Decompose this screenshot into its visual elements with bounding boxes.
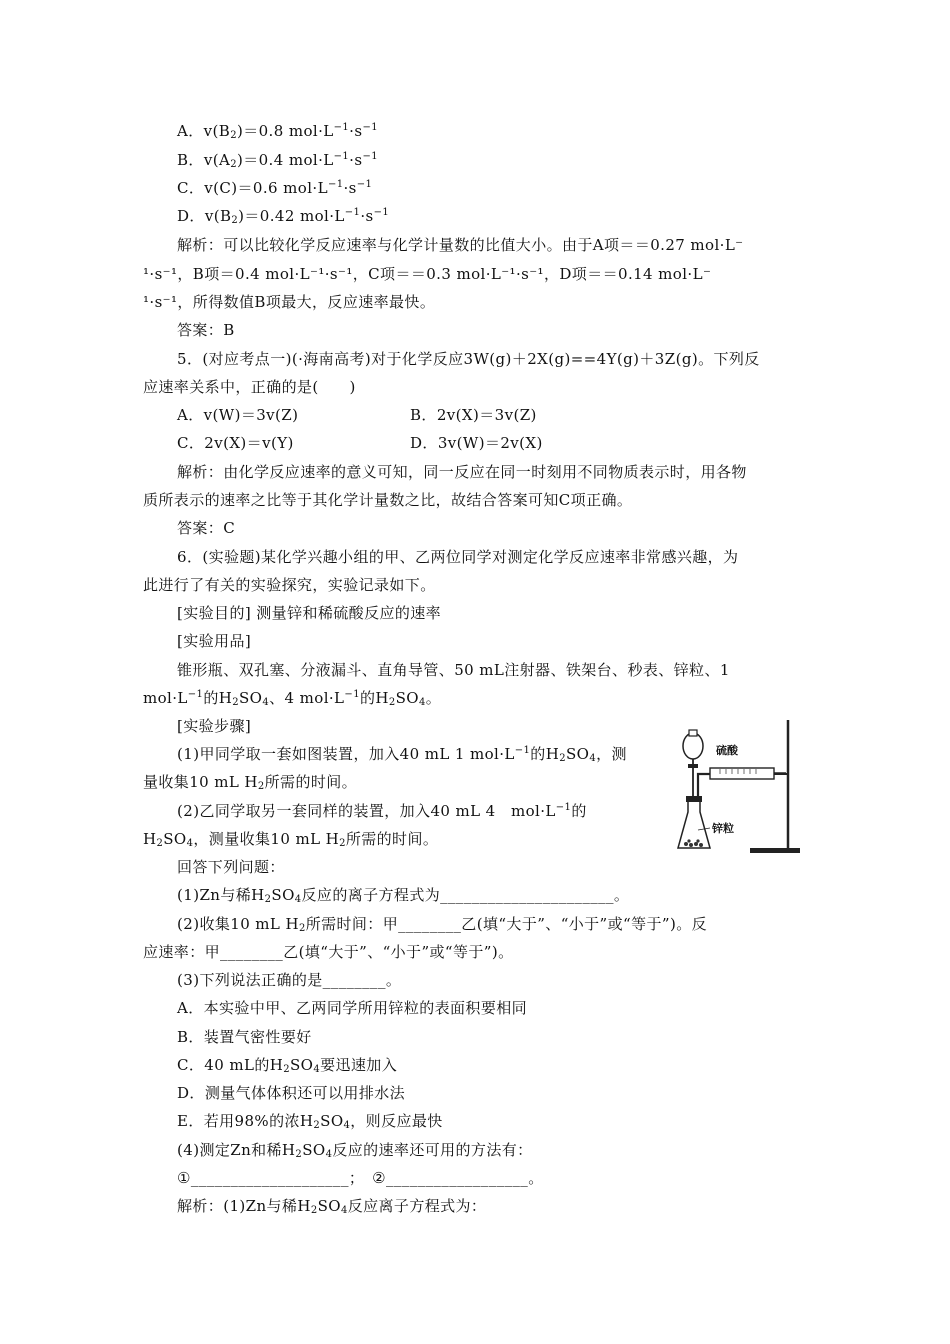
q6-supplies-line1: 锥形瓶、双孔塞、分液漏斗、直角导管、50 mL注射器、铁架台、秒表、锌粒、1 <box>177 661 730 679</box>
q4-option-d: D．$v(B_2)=0.42$ $mol\cdot L^{-1}\cdot s^{-1}$ <box>177 207 390 226</box>
q6-steps-heading: [实验步骤] <box>177 717 252 735</box>
q6-supplies-heading: [实验用品] <box>177 632 252 650</box>
q6-step1-line1: (1)甲同学取一套如图装置，加入40 mL 1 $mol\cdot L^{-1}$的$H_2SO_4$，测 <box>177 745 627 764</box>
q6-question4-blanks: ①____________________； ②__________________。 <box>177 1169 544 1187</box>
syringe <box>710 768 774 779</box>
q6-step2-line2: $H_2SO_4$，测量收集10 mL $H_2$所需的时间。 <box>143 830 439 849</box>
q4-analysis-line2: ¹·s⁻¹，B项＝0.4 mol·L⁻¹·s⁻¹，C项＝＝0.3 mol·L⁻¹·s⁻¹，D项＝＝0.14 mol·L⁻ <box>143 265 712 283</box>
q6-question3-option-d: D．测量气体体积还可以用排水法 <box>177 1084 406 1102</box>
q5-option-d: D．3v(W)＝2v(X) <box>410 434 543 452</box>
q4-option-a: A．$v(B_2)=0.8$ $mol\cdot L^{-1}\cdot s^{-1}$ <box>177 122 378 141</box>
apparatus-drawing <box>676 712 806 862</box>
q5-stem-line2: 应速率关系中，正确的是( ) <box>143 378 356 396</box>
q5-analysis-line1: 解析：由化学反应速率的意义可知，同一反应在同一时刻用不同物质表示时，用各物 <box>177 463 747 481</box>
q6-question2-line2: 应速率：甲________乙(填“大于”、“小于”或“等于”)。 <box>143 943 514 961</box>
q5-analysis-line2: 质所表示的速率之比等于其化学计量数之比，故结合答案可知C项正确。 <box>143 491 633 509</box>
q6-questions-heading: 回答下列问题： <box>177 858 285 876</box>
separatory-funnel <box>683 733 703 759</box>
label-sulfuric-acid: 硫酸 <box>716 744 738 757</box>
conical-flask <box>678 800 710 848</box>
q6-step1-line2: 量收集10 mL $H_2$所需的时间。 <box>143 773 358 792</box>
q6-question1: (1)Zn与稀$H_2SO_4$反应的离子方程式为______________________。 <box>177 886 630 905</box>
q6-question3-option-e: E．若用98%的浓$H_2SO_4$，则反应最快 <box>177 1112 443 1131</box>
q4-analysis-line3: ¹·s⁻¹，所得数值B项最大，反应速率最快。 <box>143 293 436 311</box>
q6-question3-option-a: A．本实验中甲、乙两同学所用锌粒的表面积要相同 <box>177 999 528 1017</box>
q5-stem-line1: 5．(对应考点一)(·海南高考)对于化学反应3W(g)＋2X(g)==4Y(g)＋3Z(g)。下列反 <box>177 350 760 368</box>
label-zinc: 锌粒 <box>712 822 734 835</box>
apparatus-figure <box>676 712 806 862</box>
q6-stem-line2: 此进行了有关的实验探究，实验记录如下。 <box>143 576 436 594</box>
q4-answer: 答案：B <box>177 321 235 339</box>
q6-question3: (3)下列说法正确的是________。 <box>177 971 402 989</box>
q5-option-a: A．v(W)＝3v(Z) <box>177 406 299 424</box>
q5-option-c: C．2v(X)＝v(Y) <box>177 434 294 452</box>
q6-purpose: [实验目的] 测量锌和稀硫酸反应的速率 <box>177 604 442 622</box>
q6-step2-line1: (2)乙同学取另一套同样的装置，加入40 mL 4 $mol\cdot L^{-1}$的 <box>177 802 587 820</box>
q6-stem-line1: 6．(实验题)某化学兴趣小组的甲、乙两位同学对测定化学反应速率非常感兴趣，为 <box>177 548 739 566</box>
q4-option-b: B．$v(A_2)=0.4$ $mol\cdot L^{-1}\cdot s^{-1}$ <box>177 151 378 170</box>
q5-answer: 答案：C <box>177 519 236 537</box>
q5-option-b: B．2v(X)＝3v(Z) <box>410 406 537 424</box>
q6-analysis: 解析：(1)Zn与稀$H_2SO_4$反应离子方程式为： <box>177 1197 487 1216</box>
stand-base <box>750 848 800 853</box>
q4-option-c: C．v(C)＝0.6 $mol\cdot L^{-1}\cdot s^{-1}$ <box>177 179 373 197</box>
q6-supplies-line2: $mol\cdot L^{-1}$的$H_2SO_4$、4 $mol\cdot L^{-1}$的$H_2SO_4$。 <box>143 689 442 708</box>
q6-question3-option-b: B．装置气密性要好 <box>177 1028 312 1046</box>
q6-question3-option-c: C．40 mL的$H_2SO_4$要迅速加入 <box>177 1056 398 1075</box>
q4-analysis-line1: 解析：可以比较化学反应速率与化学计量数的比值大小。由于A项＝＝0.27 mol·L⁻ <box>177 236 744 254</box>
q6-question2-line1: (2)收集10 mL $H_2$所需时间：甲________乙(填“大于”、“小于”或“等于”)。反 <box>177 915 708 934</box>
q6-question4: (4)测定Zn和稀$H_2SO_4$反应的速率还可用的方法有： <box>177 1141 533 1160</box>
